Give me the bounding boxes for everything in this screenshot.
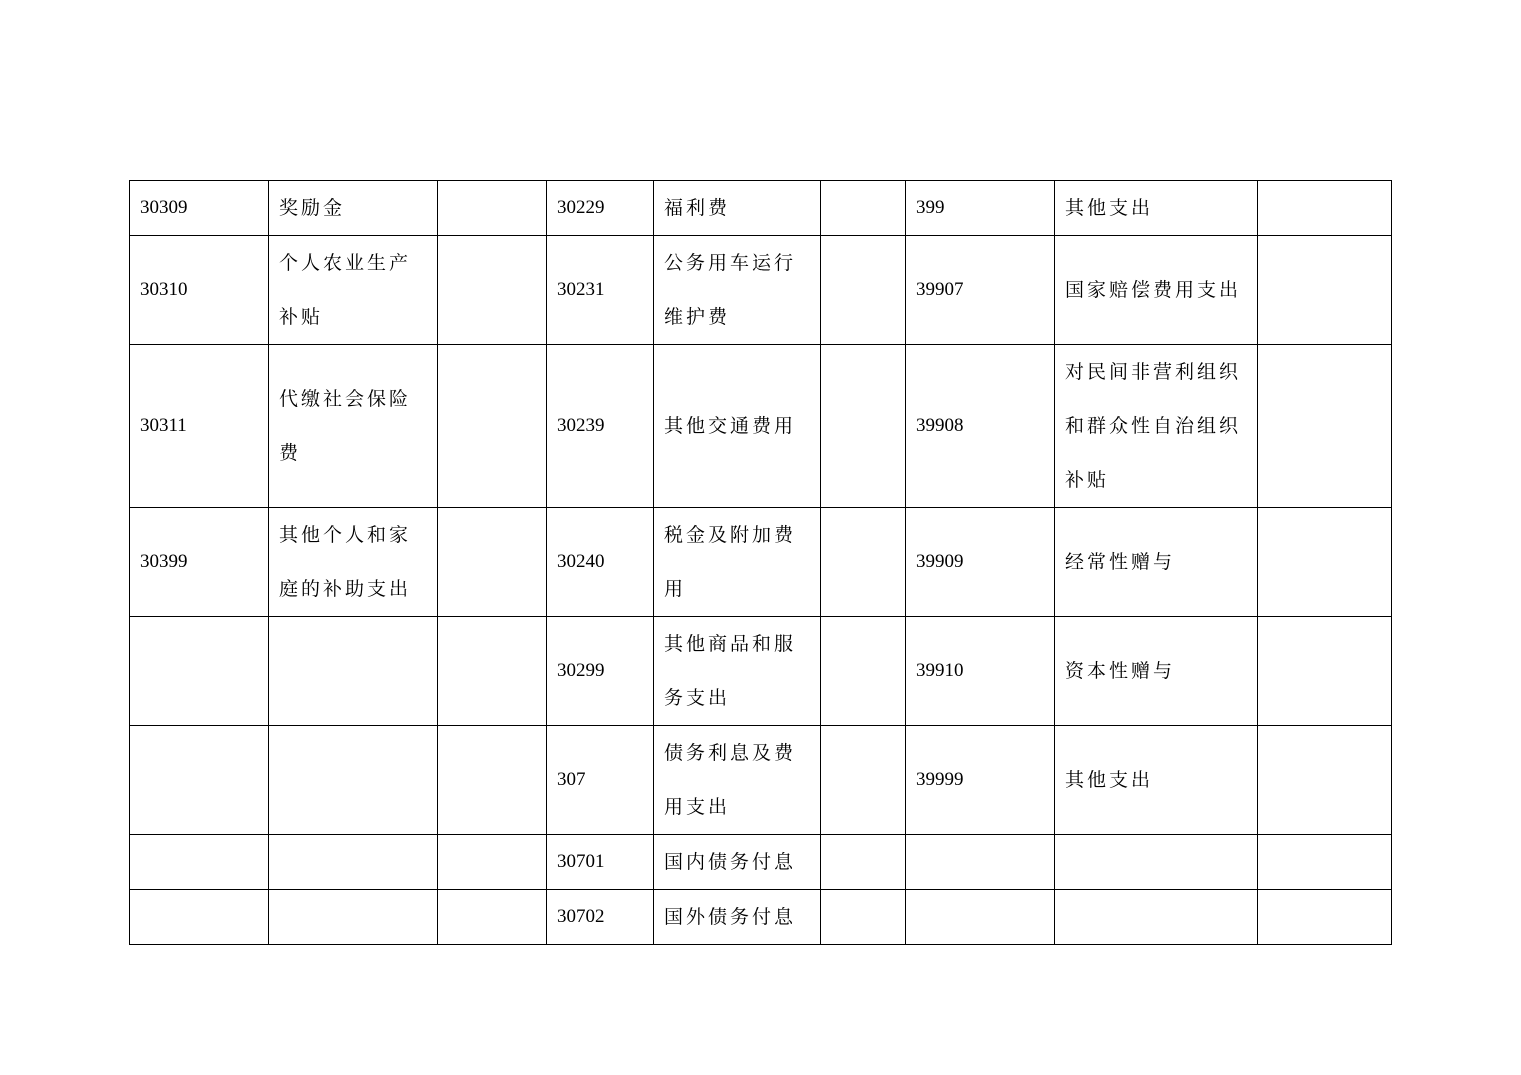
table-cell [821,835,906,890]
table-cell: 30229 [547,181,654,236]
table-cell: 其他个人和家庭的补助支出 [269,508,438,617]
table-cell [906,835,1055,890]
table-cell [1258,236,1392,345]
table-row [130,236,1392,345]
table-cell [130,617,269,726]
table-cell: 奖励金 [269,181,438,236]
table-cell: 福利费 [654,181,821,236]
table-cell: 30702 [547,890,654,945]
table-cell: 其他支出 [1055,726,1258,835]
budget-code-table [129,180,1392,945]
table-cell: 39909 [906,508,1055,617]
table-cell [269,617,438,726]
table-cell: 个人农业生产补贴 [269,236,438,345]
table-cell: 39907 [906,236,1055,345]
table-cell: 30239 [547,345,654,508]
table-cell [269,890,438,945]
table-cell [438,508,547,617]
table-cell [438,236,547,345]
table-cell [821,617,906,726]
table-cell: 其他支出 [1055,181,1258,236]
table-cell: 30231 [547,236,654,345]
table-cell [1055,890,1258,945]
table-cell [821,236,906,345]
table-cell: 国内债务付息 [654,835,821,890]
table-cell: 30399 [130,508,269,617]
table-cell [438,617,547,726]
table-cell: 30311 [130,345,269,508]
table-row [130,181,1392,236]
table-cell: 资本性赠与 [1055,617,1258,726]
table-row [130,835,1392,890]
table-cell [438,181,547,236]
table-row [130,508,1392,617]
table-cell [130,890,269,945]
table-cell: 30309 [130,181,269,236]
table-cell: 其他交通费用 [654,345,821,508]
table-cell: 债务利息及费用支出 [654,726,821,835]
table-cell [438,726,547,835]
table-cell: 国家赔偿费用支出 [1055,236,1258,345]
table-cell: 30299 [547,617,654,726]
table-cell [269,726,438,835]
table-cell [821,181,906,236]
table-cell [821,726,906,835]
table-cell: 30310 [130,236,269,345]
table-cell: 39999 [906,726,1055,835]
table-cell: 399 [906,181,1055,236]
table-cell [1258,617,1392,726]
table-cell: 国外债务付息 [654,890,821,945]
table-cell [906,890,1055,945]
table-cell [130,835,269,890]
table-cell [269,835,438,890]
table-cell [1258,890,1392,945]
table-cell: 代缴社会保险费 [269,345,438,508]
table-row [130,890,1392,945]
table-cell: 30240 [547,508,654,617]
table-row [130,726,1392,835]
table-cell [1258,726,1392,835]
table-cell: 307 [547,726,654,835]
table-cell [1258,835,1392,890]
table-row [130,345,1392,508]
table-cell: 39910 [906,617,1055,726]
table-cell: 公务用车运行维护费 [654,236,821,345]
table-cell [1055,835,1258,890]
table-cell [438,890,547,945]
table-cell [438,345,547,508]
table-cell [821,890,906,945]
table-cell: 39908 [906,345,1055,508]
table-cell: 税金及附加费用 [654,508,821,617]
table-cell [1258,181,1392,236]
table-cell: 对民间非营利组织和群众性自治组织补贴 [1055,345,1258,508]
table-cell: 其他商品和服务支出 [654,617,821,726]
table-row [130,617,1392,726]
table-cell [821,345,906,508]
table-cell [1258,345,1392,508]
table-cell [438,835,547,890]
table-cell: 经常性赠与 [1055,508,1258,617]
table-cell [1258,508,1392,617]
table-cell [821,508,906,617]
table-cell: 30701 [547,835,654,890]
table-cell [130,726,269,835]
